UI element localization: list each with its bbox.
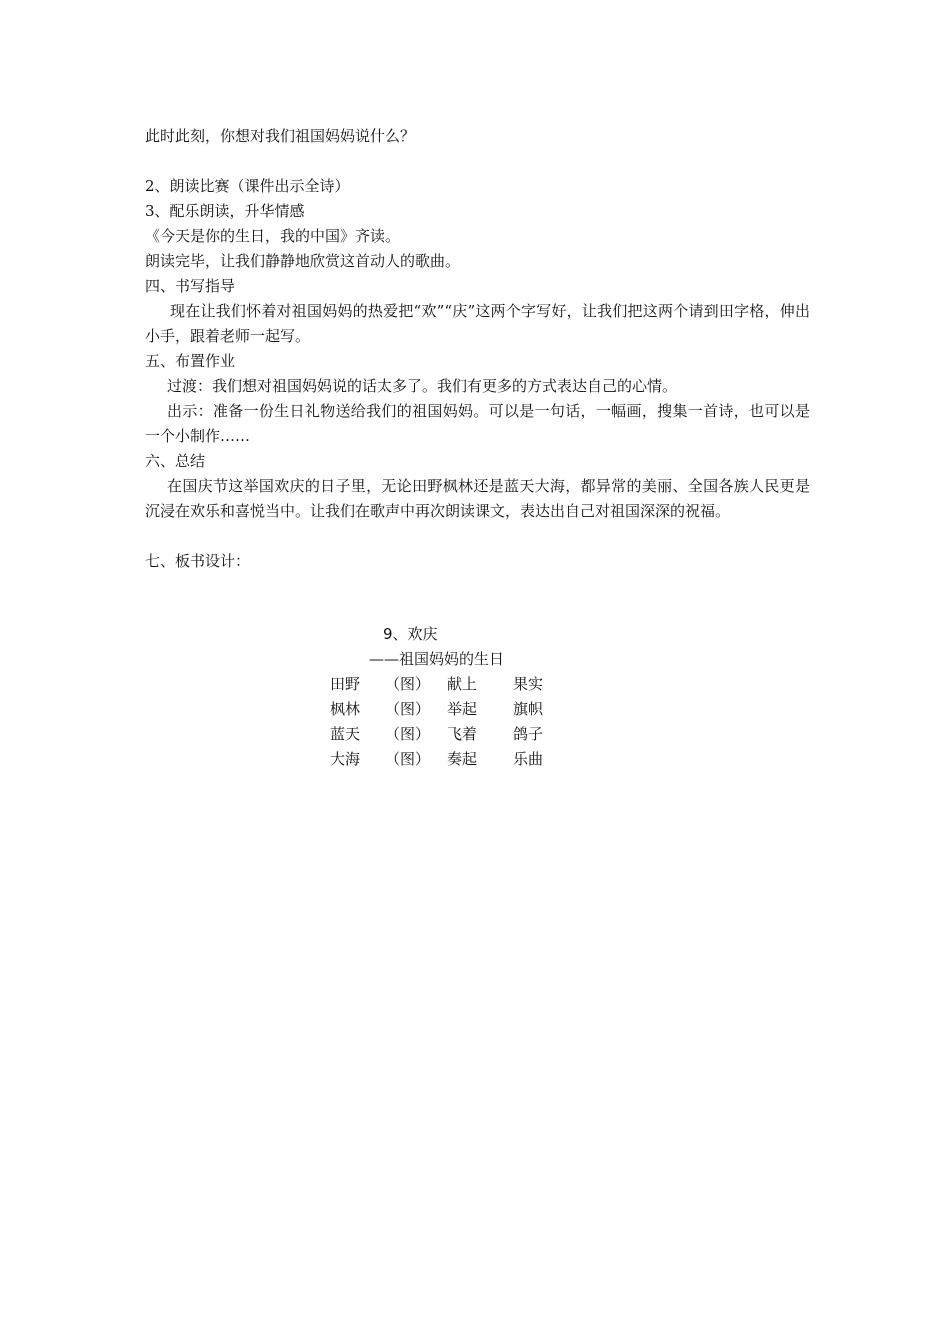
board-place: 枫林 [330,700,361,718]
section-heading-board-design: 七、板书设计： [145,552,251,570]
board-picture-placeholder: （图） [385,700,431,718]
board-object: 乐曲 [513,750,544,768]
section-heading-writing: 四、书写指导 [145,277,236,295]
question-line: 此时此刻，你想对我们祖国妈妈说什么？ [145,127,416,145]
board-action: 举起 [447,700,478,718]
section-heading-summary: 六、总结 [145,452,206,470]
blank-line [145,524,810,549]
transition-paragraph: 过渡：我们想对祖国妈妈说的话太多了。我们有更多的方式表达自己的心情。 [167,377,678,395]
board-object: 旗帜 [513,700,544,718]
homework-paragraph: 出示：准备一份生日礼物送给我们的祖国妈妈。可以是一句话，一幅画，搜集一首诗，也可以是一个小制作…… [145,402,810,445]
blank-line [145,149,810,174]
board-title-number: 9 [383,625,393,643]
poem-reading-line: 《今天是你的生日，我的中国》齐读。 [145,227,401,245]
board-action: 奏起 [447,750,478,768]
board-action: 献上 [447,675,478,693]
board-row [0,722,950,747]
board-picture-placeholder: （图） [385,725,431,743]
step-reading-contest: 2、朗读比赛（课件出示全诗） [145,177,350,195]
board-place: 田野 [330,675,361,693]
board-action: 飞着 [447,725,478,743]
board-object: 果实 [513,675,544,693]
board-row [0,672,950,697]
section-heading-homework: 五、布置作业 [145,352,236,370]
board-place: 大海 [330,750,361,768]
summary-paragraph: 在国庆节这举国欢庆的日子里，无论田野枫林还是蓝天大海，都异常的美丽、全国各族人民更是沉浸在欢乐和喜悦当中。让我们在歌声中再次朗读课文，表达出自己对祖国深深的祝福。 [145,477,810,520]
step-music-reading: 3、配乐朗读，升华情感 [145,202,305,220]
board-row [0,697,950,722]
board-picture-placeholder: （图） [385,750,431,768]
board-picture-placeholder: （图） [385,675,431,693]
board-title [383,622,438,647]
song-appreciation-line: 朗读完毕，让我们静静地欣赏这首动人的歌曲。 [145,252,461,270]
board-object: 鸽子 [513,725,544,743]
board-title-text: 、欢庆 [392,625,438,643]
board-row [0,747,950,772]
board-subtitle: ——祖国妈妈的生日 [369,650,505,668]
writing-guide-paragraph: 现在让我们怀着对祖国妈妈的热爱把“欢”“庆”这两个字写好，让我们把这两个请到田字格，伸出小手，跟着老师一起写。 [145,302,810,345]
board-place: 蓝天 [330,725,361,743]
lesson-plan-body [145,124,810,574]
